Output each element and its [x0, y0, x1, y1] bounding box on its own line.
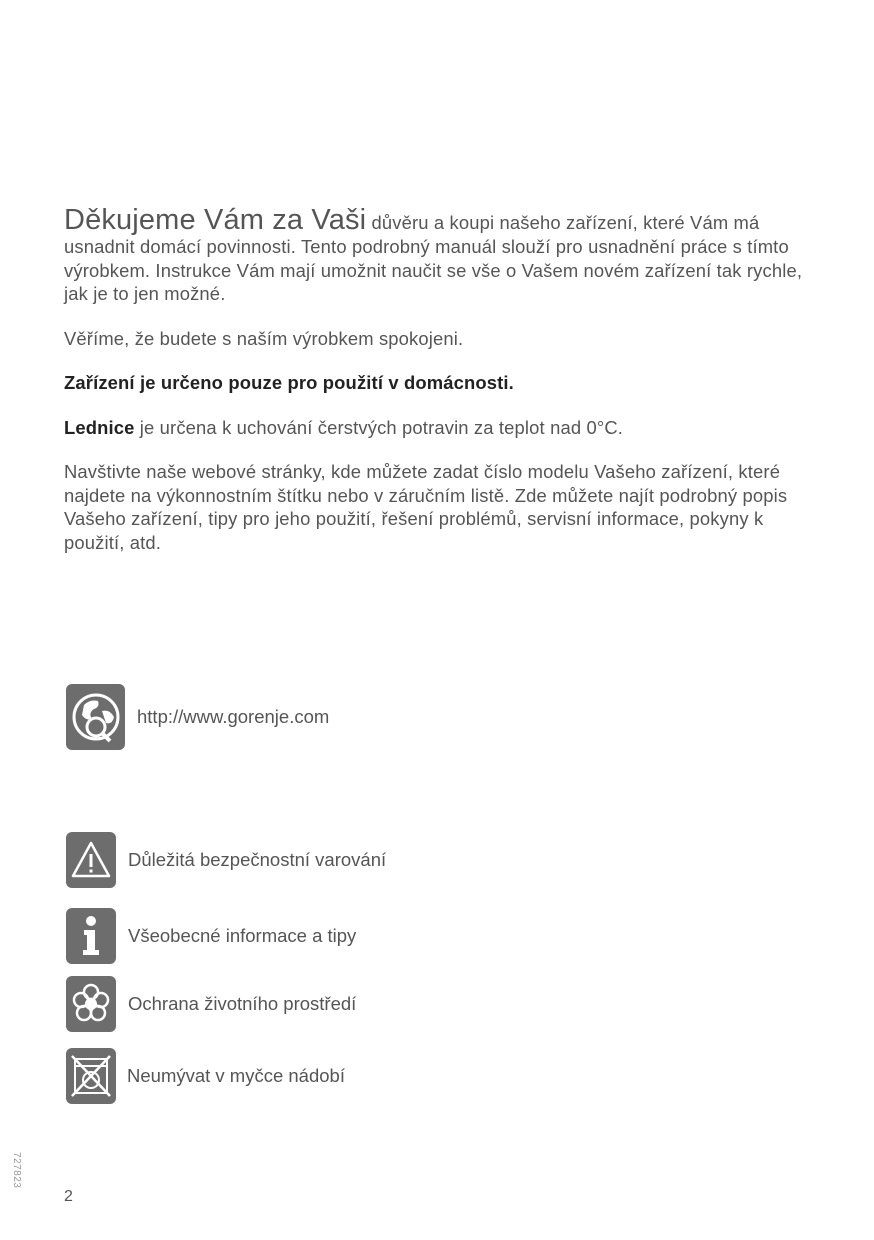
intro-lead-rest: důvěru a koupi našeho zařízení, které Vám má usnadnit domácí povinnosti. Tento podrobný manuál slouží pro usnadnění práce s tímto výrobkem. Instrukce Vám mají umožnit naučit se vše o Vašem novém zařízení tak rychle, jak je to jen možné. [64, 212, 803, 304]
legend-row-info [66, 908, 356, 964]
page-number: 2 [64, 1188, 73, 1205]
website-info-text: Navštivte naše webové stránky, kde můžete zadat číslo modelu Vašeho zařízení, které najdete na výkonnostním štítku nebo v záručním listě. Zde můžete najít podrobný popis Vašeho zařízení, tipy pro jeho použití, řešení problémů, servisní informace, pokyny k použití, atd. [64, 461, 788, 553]
flower-eco-icon [66, 976, 116, 1032]
no-dishwasher-icon [66, 1048, 116, 1104]
legend-label-environment: Ochrana životního prostředí [128, 993, 357, 1014]
intro-paragraph [64, 206, 824, 306]
globe-search-icon [66, 684, 125, 750]
legend-label-dishwasher: Neumývat v myčce nádobí [127, 1065, 345, 1086]
household-only-bold: Zařízení je určeno pouze pro použití v domácnosti. [64, 372, 514, 393]
intro-section [64, 206, 824, 554]
website-url-link[interactable]: http://www.gorenje.com [137, 706, 330, 727]
satisfied-text: Věříme, že budete s naším výrobkem spokojeni. [64, 327, 464, 349]
info-icon [66, 908, 116, 964]
fridge-rest: je určena k uchování čerstvých potravin za teplot nad 0°C. [134, 416, 624, 438]
legend-row-dishwasher [66, 1048, 345, 1104]
legend-label-info: Všeobecné informace a tipy [128, 925, 357, 946]
legend-label-warning: Důležitá bezpečnostní varování [128, 849, 387, 870]
document-code: 727823 [11, 1152, 22, 1189]
legend-row-warning [66, 832, 386, 888]
intro-lead-large: Děkujeme Vám za Vaši [64, 204, 367, 236]
fridge-text [64, 416, 824, 440]
fridge-bold: Lednice [64, 416, 135, 438]
household-only-text [64, 371, 824, 395]
website-row[interactable] [66, 684, 329, 750]
warning-triangle-icon [66, 832, 116, 888]
legend-row-environment [66, 976, 356, 1032]
